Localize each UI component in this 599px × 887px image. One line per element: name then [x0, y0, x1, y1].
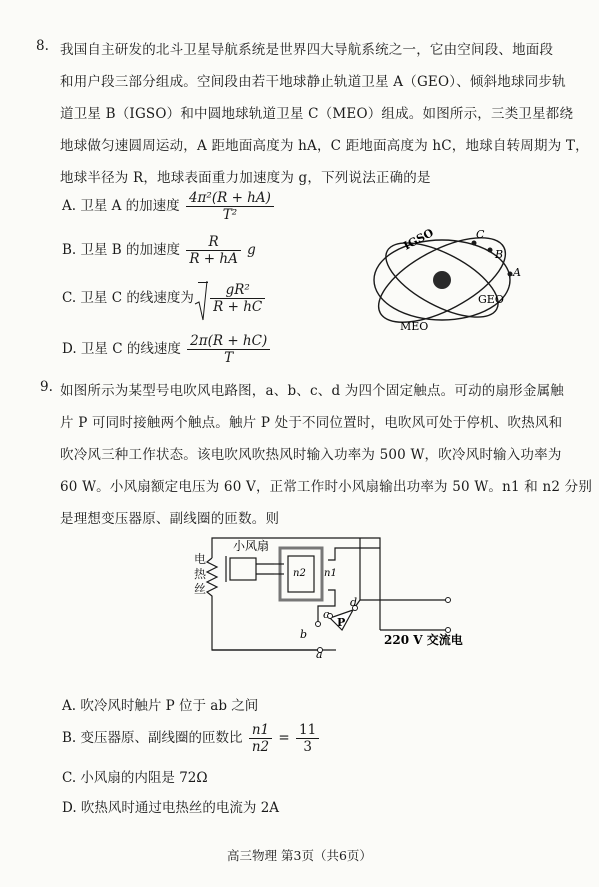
q8-option-d-fraction	[187, 333, 270, 366]
radical-sign-icon	[194, 280, 208, 322]
satellite-b-dot	[488, 248, 493, 253]
q8-line-2: 和用户段三部分组成。空间段由若干地球静止轨道卫星 A（GEO）、倾斜地球同步轨	[60, 74, 566, 90]
q8-option-c-sqrt	[198, 282, 267, 315]
q8-line-3: 道卫星 B（IGSO）和中圆地球轨道卫星 C（MEO）组成。如图所示，三类卫星都绕	[60, 106, 574, 122]
q9-option-b-den: n2	[251, 739, 270, 755]
q8-number: 8.	[36, 38, 49, 54]
circuit-diagram	[190, 530, 470, 665]
q9-line-4: 60 W。小风扇额定电压为 60 V，正常工作时小风扇输出功率为 50 W。n1 和 n2 分别	[60, 479, 593, 495]
q8-option-a-den: T²	[222, 207, 238, 223]
satellite-a-dot	[508, 272, 513, 277]
c-contact-label: c	[323, 608, 330, 621]
contact-b	[316, 622, 321, 627]
b-label: B	[495, 248, 504, 261]
q8-option-a-fraction	[186, 190, 274, 223]
c-label: C	[476, 228, 485, 241]
q8-option-b-num: R	[186, 234, 241, 251]
q9-line-3: 吹冷风三种工作状态。该电吹风吹热风时输入功率为 500 W，吹冷风时输入功率为	[60, 447, 562, 463]
b-contact-label: b	[300, 628, 308, 641]
left-bottom-wire	[212, 600, 320, 650]
q8-option-d-label: D. 卫星 C 的线速度	[62, 341, 181, 357]
q8-option-a	[62, 190, 276, 223]
earth-icon	[433, 271, 451, 289]
q8-option-c-fraction	[210, 282, 265, 315]
q8-line-4: 地球做匀速圆周运动，A 距地面高度为 hA，C 距地面高度为 hC，地球自转周期为 T，	[60, 138, 589, 154]
q9-option-c: C. 小风扇的内阻是 72Ω	[62, 770, 208, 786]
q8-option-c-den: R + hC	[213, 299, 263, 315]
d-contact-label: d	[350, 596, 358, 609]
satellite-c-dot	[472, 241, 477, 246]
page-footer: 高三物理 第3页（共6页）	[227, 848, 372, 863]
supply-label: 220 V 交流电	[384, 633, 463, 647]
q8-line-1: 我国自主研发的北斗卫星导航系统是世界四大导航系统之一，它由空间段、地面段	[60, 42, 554, 58]
heater-label: 电热丝	[194, 552, 207, 596]
q9-line-2: 片 P 可同时接触两个触点。触片 P 处于不同位置时，电吹风可处于停机、吹热风和	[60, 415, 563, 431]
q8-option-d	[62, 333, 272, 366]
q9-option-b-equals: =	[278, 730, 290, 746]
q9-option-b-den2: 3	[303, 739, 312, 755]
q9-line-1: 如图所示为某型号电吹风电路图，a、b、c、d 为四个固定触点。可动的扇形金属触	[60, 383, 564, 399]
q9-option-b-label: B. 变压器原、副线圈的匝数比	[62, 730, 243, 746]
q9-line-5: 是理想变压器原、副线圈的匝数。则	[60, 511, 280, 527]
q8-option-b-den: R + hA	[189, 251, 238, 267]
n2-label: n2	[293, 568, 306, 579]
q8-option-d-den: T	[224, 350, 234, 366]
q9-number: 9.	[40, 379, 53, 395]
q8-option-b-label: B. 卫星 B 的加速度	[62, 242, 181, 258]
q9-option-b-num2: 11	[296, 722, 319, 739]
q8-option-a-label: A. 卫星 A 的加速度	[62, 198, 180, 214]
q8-line-5: 地球半径为 R，地球表面重力加速度为 g，下列说法正确的是	[60, 170, 431, 186]
q9-option-b-num: n1	[249, 722, 272, 739]
a-contact-label: a	[316, 648, 323, 661]
fan-box	[230, 558, 256, 580]
q8-option-b-fraction	[186, 234, 241, 267]
q9-option-b-fraction-1	[249, 722, 272, 755]
fan-label: 小风扇	[233, 539, 270, 553]
q8-option-a-num: 4π²(R + hA)	[186, 190, 274, 207]
q8-option-b	[62, 234, 256, 267]
q8-option-c	[62, 282, 267, 315]
q8-option-c-label: C. 卫星 C 的线速度为	[62, 290, 194, 306]
q8-option-b-tail: g	[247, 242, 256, 258]
q9-option-b-fraction-2	[296, 722, 319, 755]
meo-label: MEO	[400, 320, 429, 333]
a-label: A	[513, 266, 521, 279]
q9-option-a: A. 吹冷风时触片 P 位于 ab 之间	[62, 698, 259, 714]
orbit-diagram	[358, 208, 538, 338]
q8-option-d-num: 2π(R + hC)	[187, 333, 270, 350]
geo-label: GEO	[478, 293, 504, 306]
igso-label: IGSO	[401, 226, 436, 253]
heater-coil	[207, 558, 217, 600]
p-label: P	[337, 616, 346, 629]
q9-option-d: D. 吹热风时通过电热丝的电流为 2A	[62, 800, 280, 816]
q8-option-c-num: gR²	[210, 282, 265, 299]
n1-label: n1	[324, 568, 337, 579]
q9-option-b	[62, 722, 321, 755]
